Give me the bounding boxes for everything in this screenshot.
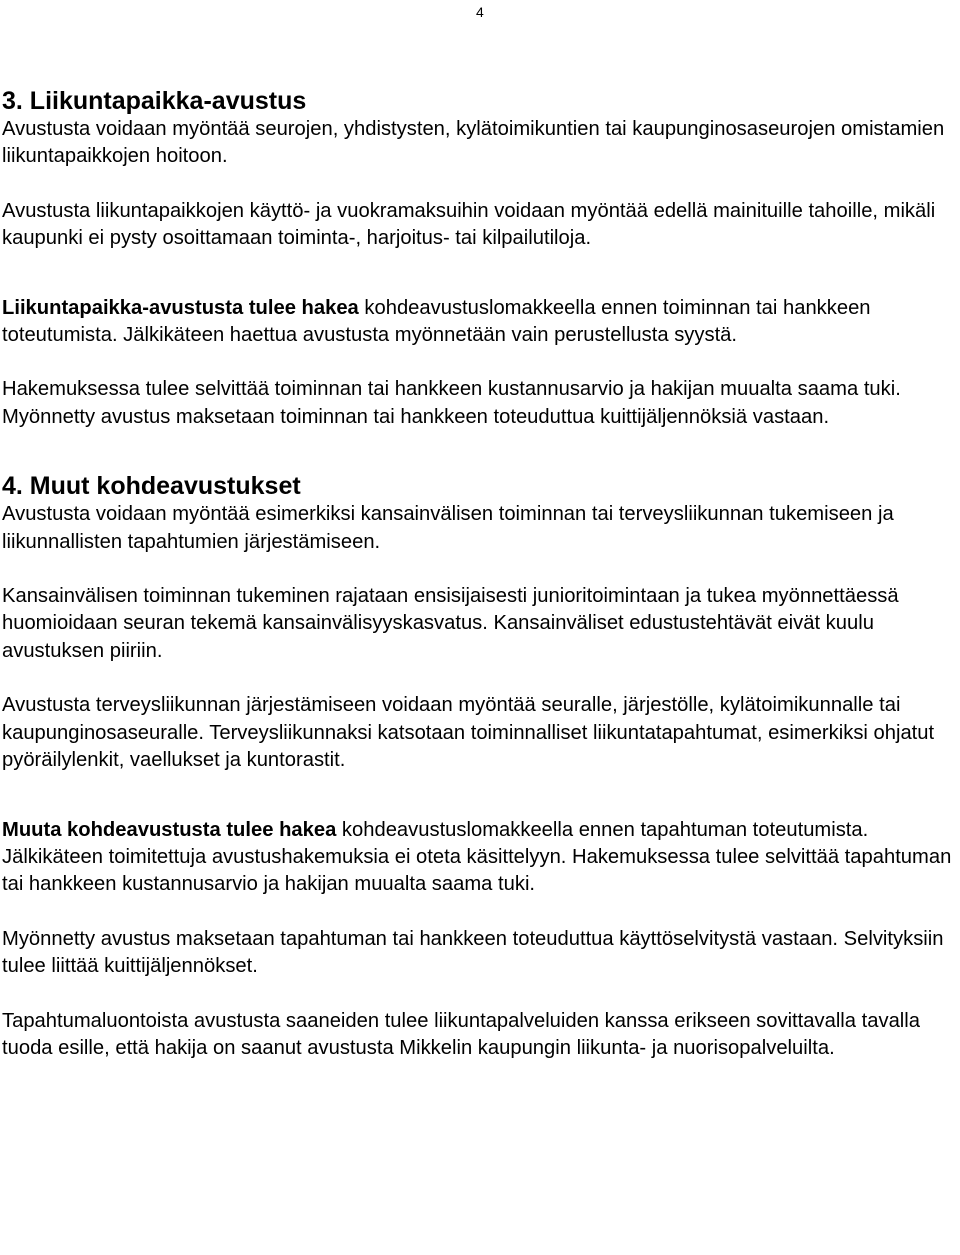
paragraph — [2, 817, 957, 899]
paragraph — [2, 295, 957, 350]
page-number: 4 — [476, 4, 484, 20]
paragraph: Hakemuksessa tulee selvittää toiminnan tai hankkeen kustannusarvio ja hakijan muualta saama tuki. Myönnetty avustus maksetaan toiminnan tai hankkeen toteuduttua kuittijäljennöksiä vastaan. — [2, 378, 901, 428]
document-body — [2, 86, 957, 1062]
paragraph: Tapahtumaluontoista avustusta saaneiden tulee liikuntapalveluiden kanssa erikseen sovittavalla tavalla tuoda esille, että hakija on saanut avustusta Mikkelin kaupungin liikunta- ja nuorisopalveluilta. — [2, 1009, 920, 1059]
bold-lead: Liikuntapaikka-avustusta tulee hakea — [2, 296, 359, 319]
paragraph-text: kohdeavustuslomakkeella ennen tapahtuman toteutumista. Jälkikäteen toimitettuja avustushakemuksia ei oteta käsittelyyn. Hakemuksessa tulee selvittää tapahtuman tai hankkeen kustannusarvio ja hakijan muualta saama tuki. — [2, 818, 952, 896]
paragraph: Avustusta terveysliikunnan järjestämiseen voidaan myöntää seuralle, järjestölle, kylätoimikunnalle tai kaupunginosaseuralle. Terveysliikunnaksi katsotaan toiminnalliset liikuntatapahtumat, esimerkiksi ohjatut pyöräilylenkit, vaellukset ja kuntorastit. — [2, 694, 935, 772]
paragraph: Avustusta voidaan myöntää seurojen, yhdistysten, kylätoimikuntien tai kaupunginosaseurojen omistamien liikuntapaikkojen hoitoon. — [2, 118, 945, 168]
section-heading: 4. Muut kohdeavustukset — [2, 472, 301, 501]
section-heading: 3. Liikuntapaikka-avustus — [2, 87, 307, 115]
paragraph: Kansainvälisen toiminnan tukeminen rajataan ensisijaisesti junioritoimintaan ja tukea myönnettäessä huomioidaan seuran tekemä kansainvälisyyskasvatus. Kansainväliset edustustehtävät eivät kuulu avustuksen piiriin. — [2, 585, 899, 662]
paragraph: Avustusta liikuntapaikkojen käyttö- ja vuokramaksuihin voidaan myöntää edellä mainituille tahoille, mikäli kaupunki ei pysty osoittamaan toiminta-, harjoitus- tai kilpailutiloja. — [2, 199, 936, 250]
section-muut-kohdeavustukset — [2, 471, 957, 1062]
paragraph-text: kohdeavustuslomakkeella ennen toiminnan tai hankkeen toteutumista. Jälkikäteen haettua avustusta myönnetään vain perustellusta syystä. — [2, 296, 871, 347]
paragraph: Myönnetty avustus maksetaan tapahtuman tai hankkeen toteuduttua käyttöselvitystä vastaan. Selvityksiin tulee liittää kuittijäljennökset. — [2, 927, 944, 978]
paragraph: Avustusta voidaan myöntää esimerkiksi kansainvälisen toiminnan tai terveysliikunnan tukemiseen ja liikunnallisten tapahtumien järjestämiseen. — [2, 503, 894, 553]
bold-lead: Muuta kohdeavustusta tulee hakea — [2, 818, 337, 841]
section-liikuntapaikka-avustus — [2, 86, 957, 431]
